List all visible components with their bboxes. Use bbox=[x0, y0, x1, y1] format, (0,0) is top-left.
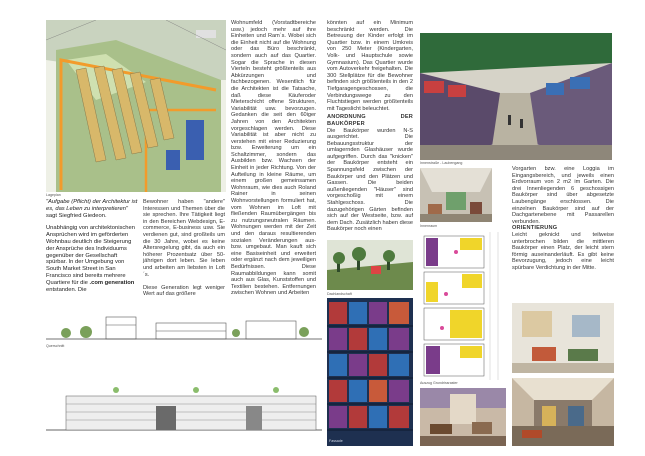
column-4-text: könnten auf ein Minimum beschränkt werden. Die Betreuung der Kinder erfolgt im Quartier bzw. in einem Umkreis von 250 Meter (Kindergarten, Volk- und Hauptschule sowie Gymnasium). Das Quartier wurde vom Autoverkehr freigehalten. Die 300 Stellplätze für die Bewohner befinden sich größtenteils in den 2 Tiefgaragengeschossen, die Verbindungswege zu den Fluchtstiegen werden größtenteils mit Tageslicht beleuchtet. bbox=[327, 20, 413, 112]
text-column-3 bbox=[231, 20, 316, 297]
interior-photo-3 bbox=[512, 303, 614, 373]
interior-room-image bbox=[420, 168, 492, 222]
column-6b-text: Leicht geknickt und teilweise unterbrochen bilden die mittleren Baukörper einen Platz, der leicht stern förmig auseinanderläuft. Es gibt keine Bevorzugung, jedoch eine leicht spürbare Verdichtung in der Mitte. bbox=[512, 231, 614, 271]
section-drawing-2 bbox=[46, 382, 322, 440]
column-3-text: Wohnumfeld (Vorstadtbereiche usw.) jedoch mehr auf ihre Einheiten und Ram´s. Wobei sich die Einheit nicht auf die Wohnung oder das Büro beschränkt, sondern auch auf das Quartier. Sogar die Sprache in diesen Vierteln besteht größtenteils aus Abkürzungen und fachbezogenen. Wesentlich für die Architekten ist die Tatsache, daß diese Käuferoder Mieterschicht offene Strukturen, Variabilität usw. bevorzugen. Gedanken die seit den 60iger Jahren von den Architekten vorgeschlagen werden. Diese Variabilität ist aber nicht zu verstehen mit einer Reduzierung bzw. Erweiterung um ein Schaltzimmer, sondern das Ausbilden bzw. Wachsen der Einheit in jeder Richtung. Von der Aufteilung in kleine Räume, um einem großen gemeinsamen Wohnraum, wie dies auch Roland Rainer in seinen Wohnvorstellungen formuliert hat, vom Wohnen im Loft mit fließenden Raumübergängen bis zu nutzungsneutralen Räumen. Wohnungen werden mit der Zeit und den daraus resultierenden sozialen Veränderungen aus- bzw. umgebaut. Man kauft sich eine Basiseinheit und erweitert oder ergänzt nach dem jeweiligen Bedürfnissen. Diese Raumabbildungen kann somit auch aus Glas, Kunststoffen und Textilien bestehen. Entfernungen zwischen Wohnen und Arbeiten bbox=[231, 20, 316, 297]
text-column-6 bbox=[512, 166, 614, 272]
section-drawing-1 bbox=[46, 303, 322, 349]
intro-body-bold: .com generation bbox=[87, 279, 135, 286]
column-4b-text: Die Baukörper wurden N-S ausgerichtet. Die Bebauungsstruktur der umlagernden Glashäuser wurde aufgegriffen. Durch das "knicken" der Baukörper entsteht ein Spannungsfeld zwischen der Baukörper und den Plätzen und Gassen. Die beiden außenliegenden "Häuser" sind vorgeschoßig mit einem Stahlgeschoss. Die dazugehörigen Gärten befinden sich auf der Westseite, bzw. auf dem Dach. Zusätzlich haben diese Baukörper noch einen bbox=[327, 127, 413, 233]
intro-body-tail: entstanden. Die bbox=[46, 286, 87, 293]
column-2-text: Bewohner haben "andere" Interessen und Themen über die sie sprechen. Ihre Tätigkeit liegt in den Bereichen Webdesign, E-commerce, E-business usw. Sie verdienen gut, sind großteils um die 30 Jahre, wobei es keine Altersregelung gibt, da auch ein höherer Prozentsatz über 50-jährigen dort leben. Sie leben und arbeiten am liebsten in Loft´s. Diese Generation legt weniger Wert auf das größere bbox=[143, 199, 225, 298]
floor-plan-zoom-caption: Auszug Grundrissraster bbox=[420, 381, 458, 385]
intro-quote-author: sagt Siegfried Giedeon. bbox=[46, 212, 107, 219]
column-6-text: Vorgarten bzw. eine Loggia im Eingangsbereich, und jeweils einen Erdvorraum von 2 m2 im Garten. Die drei Innenliegenden 6 geschossigen Baukörper sind über abgesetzte Laubengänge erschlossen. Die einzelnen Baukörper sind auf der Dachgartenebene mit Passarellen verbunden. bbox=[512, 166, 614, 225]
text-column-4 bbox=[327, 20, 413, 233]
site-plan-image bbox=[46, 20, 226, 192]
interior-street-image bbox=[420, 33, 612, 160]
site-plan-caption: Lageplan bbox=[46, 193, 61, 197]
interior-room-caption: Innenraum bbox=[420, 224, 438, 228]
facade-caption: Fassade bbox=[329, 439, 343, 443]
facade-image bbox=[327, 298, 413, 446]
interior-photo-4 bbox=[512, 378, 614, 446]
heading-cubes: ANORDNUNG DER BAUKÖRPER bbox=[327, 114, 413, 127]
section-caption: Querschnitt bbox=[46, 344, 65, 348]
detail-image bbox=[327, 240, 413, 290]
detail-caption: Dachlandschaft bbox=[327, 292, 352, 296]
intro-quote: "Aufgabe (Pflicht) der Architektur ist es, das Leben zu interpretieren" bbox=[46, 199, 138, 212]
floor-plan-zoom-image bbox=[420, 232, 506, 380]
heading-orientation: ORIENTIERUNG bbox=[512, 225, 558, 232]
intro-text bbox=[46, 199, 138, 293]
interior-photo-2 bbox=[420, 388, 506, 446]
interior-street-caption: Innenstraße - Laubengang bbox=[420, 161, 463, 165]
text-column-2 bbox=[143, 199, 225, 298]
intro-body: Unabhängig von architektonischen Ansprüchen wird im geförderten Wohnbau deutlich die Steigerung der Ansprüche des Individuums gegenüber der Gesellschaft spürbar. In der Umgebung von South Market Street in San Francisco sind bereits mehrere Quartiere für die bbox=[46, 225, 135, 286]
